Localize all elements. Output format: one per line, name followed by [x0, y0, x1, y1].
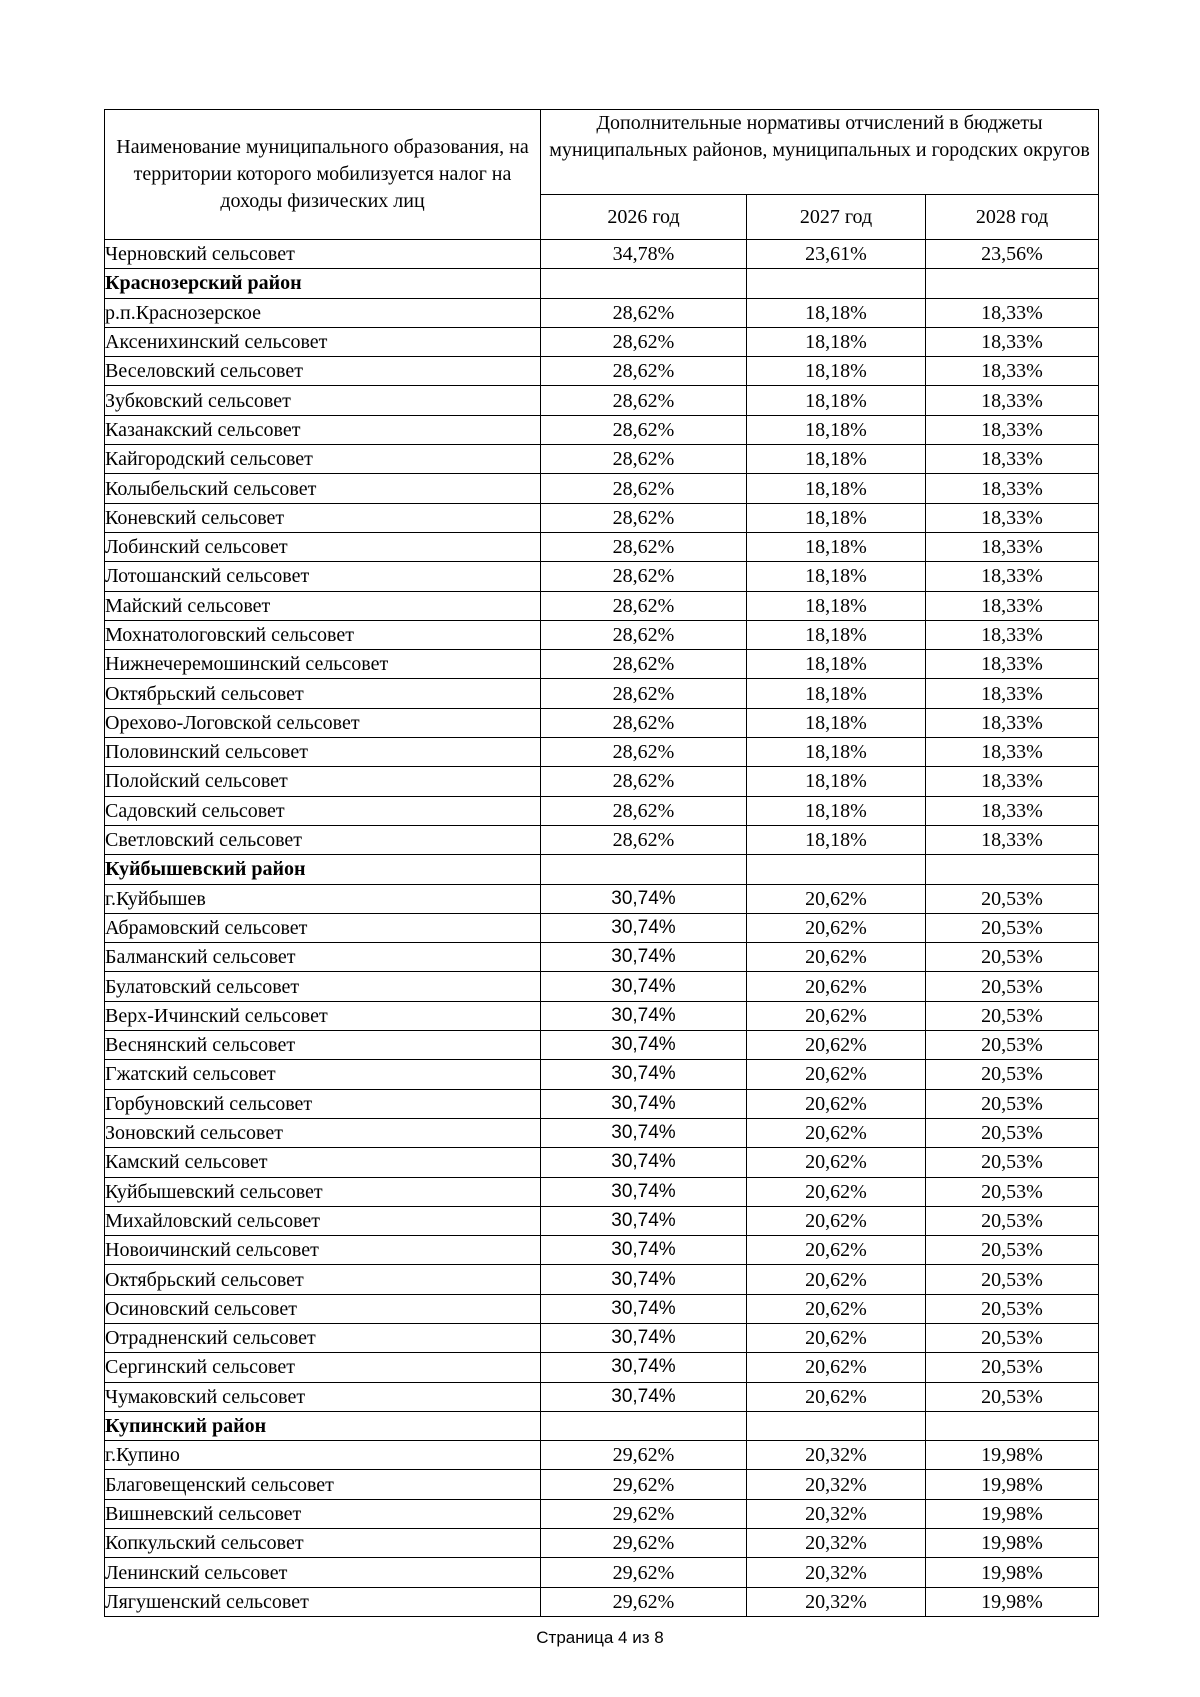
norm-value-2028: 19,98%	[926, 1558, 1099, 1587]
table-row	[105, 767, 1099, 796]
norm-value-2026: 28,62%	[541, 503, 747, 532]
norm-value-2027: 20,62%	[747, 1031, 926, 1060]
norm-value-2026: 28,62%	[541, 445, 747, 474]
norm-value-2028: 18,33%	[926, 708, 1099, 737]
norm-value-2027	[747, 269, 926, 298]
table-row	[105, 620, 1099, 649]
norm-value-2028: 18,33%	[926, 767, 1099, 796]
norm-value-2027: 20,32%	[747, 1441, 926, 1470]
table-row	[105, 825, 1099, 854]
norm-value-2027: 18,18%	[747, 825, 926, 854]
municipality-name: Лобинский сельсовет	[105, 532, 541, 561]
municipality-name: Гжатский сельсовет	[105, 1060, 541, 1089]
table-row	[105, 1587, 1099, 1616]
norm-value-2028: 20,53%	[926, 1206, 1099, 1235]
municipality-name: Ленинский сельсовет	[105, 1558, 541, 1587]
norm-value-2027: 20,62%	[747, 1001, 926, 1030]
norm-value-2028	[926, 269, 1099, 298]
norm-value-2026: 29,62%	[541, 1529, 747, 1558]
norm-value-2026: 30,74%	[541, 1060, 747, 1089]
table-row	[105, 1499, 1099, 1528]
norm-value-2027: 20,62%	[747, 943, 926, 972]
norm-value-2027: 20,62%	[747, 972, 926, 1001]
norm-value-2027: 23,61%	[747, 240, 926, 269]
norm-value-2026: 30,74%	[541, 1177, 747, 1206]
norm-value-2026: 28,62%	[541, 620, 747, 649]
norm-value-2026: 30,74%	[541, 1118, 747, 1147]
municipality-name: Лотошанский сельсовет	[105, 562, 541, 591]
norm-value-2026: 29,62%	[541, 1499, 747, 1528]
municipality-name: Горбуновский сельсовет	[105, 1089, 541, 1118]
norm-value-2028: 19,98%	[926, 1587, 1099, 1616]
page-number: Страница 4 из 8	[536, 1628, 664, 1647]
municipality-name: Октябрьский сельсовет	[105, 1265, 541, 1294]
norm-value-2027: 20,32%	[747, 1529, 926, 1558]
norm-value-2027: 20,62%	[747, 1236, 926, 1265]
norm-value-2026: 28,62%	[541, 357, 747, 386]
table-row	[105, 1529, 1099, 1558]
norm-value-2027: 18,18%	[747, 796, 926, 825]
norm-value-2028: 20,53%	[926, 1177, 1099, 1206]
norm-value-2026: 28,62%	[541, 415, 747, 444]
norm-value-2026: 28,62%	[541, 474, 747, 503]
municipality-name: Аксенихинский сельсовет	[105, 327, 541, 356]
norm-value-2027: 20,32%	[747, 1558, 926, 1587]
norm-value-2027: 18,18%	[747, 386, 926, 415]
district-name: Куйбышевский район	[105, 855, 541, 884]
norm-value-2028: 23,56%	[926, 240, 1099, 269]
municipality-name: Куйбышевский сельсовет	[105, 1177, 541, 1206]
norm-value-2026: 28,62%	[541, 562, 747, 591]
municipality-name: Новоичинский сельсовет	[105, 1236, 541, 1265]
district-name: Краснозерский район	[105, 269, 541, 298]
norm-value-2027: 20,62%	[747, 1353, 926, 1382]
norm-value-2027: 20,62%	[747, 884, 926, 913]
norm-value-2026	[541, 1411, 747, 1440]
norm-value-2027: 20,62%	[747, 1148, 926, 1177]
district-header-row	[105, 1411, 1099, 1440]
table-row	[105, 532, 1099, 561]
norm-value-2028: 20,53%	[926, 1060, 1099, 1089]
table-row	[105, 474, 1099, 503]
norm-value-2026: 28,62%	[541, 708, 747, 737]
norm-value-2027: 20,62%	[747, 1206, 926, 1235]
municipality-name: Камский сельсовет	[105, 1148, 541, 1177]
norm-value-2028: 20,53%	[926, 1001, 1099, 1030]
municipality-name: Садовский сельсовет	[105, 796, 541, 825]
norm-value-2028: 20,53%	[926, 1323, 1099, 1352]
table-row	[105, 972, 1099, 1001]
table-row	[105, 357, 1099, 386]
municipality-name: Зубковский сельсовет	[105, 386, 541, 415]
norm-value-2026: 30,74%	[541, 972, 747, 1001]
norm-value-2026	[541, 855, 747, 884]
municipality-name: Октябрьский сельсовет	[105, 679, 541, 708]
municipality-name: Орехово-Логовской сельсовет	[105, 708, 541, 737]
norm-value-2027: 18,18%	[747, 503, 926, 532]
table-row	[105, 1382, 1099, 1411]
norm-value-2027	[747, 855, 926, 884]
table-row	[105, 1148, 1099, 1177]
municipality-name: Полойский сельсовет	[105, 767, 541, 796]
norms-group-header: Дополнительные нормативы отчислений в бюджеты муниципальных районов, муниципальных и городских округов	[541, 110, 1099, 195]
norm-value-2028: 18,33%	[926, 327, 1099, 356]
norm-value-2027: 20,62%	[747, 913, 926, 942]
norm-value-2028	[926, 1411, 1099, 1440]
norm-value-2027: 18,18%	[747, 620, 926, 649]
municipality-name: Кайгородский сельсовет	[105, 445, 541, 474]
norm-value-2028: 20,53%	[926, 1353, 1099, 1382]
norm-value-2027: 20,32%	[747, 1587, 926, 1616]
municipality-name: р.п.Краснозерское	[105, 298, 541, 327]
norm-value-2028: 20,53%	[926, 1031, 1099, 1060]
norm-value-2027: 20,32%	[747, 1499, 926, 1528]
table-row	[105, 386, 1099, 415]
table-row	[105, 1001, 1099, 1030]
municipality-name: Майский сельсовет	[105, 591, 541, 620]
table-row	[105, 1470, 1099, 1499]
norm-value-2027: 18,18%	[747, 327, 926, 356]
norm-value-2028: 20,53%	[926, 972, 1099, 1001]
norm-value-2027: 20,62%	[747, 1089, 926, 1118]
norm-value-2028: 18,33%	[926, 298, 1099, 327]
norm-value-2028: 18,33%	[926, 591, 1099, 620]
municipality-name: г.Купино	[105, 1441, 541, 1470]
norm-value-2027: 18,18%	[747, 591, 926, 620]
norm-value-2026: 29,62%	[541, 1470, 747, 1499]
norm-value-2028: 19,98%	[926, 1529, 1099, 1558]
municipality-name: Мохнатологовский сельсовет	[105, 620, 541, 649]
table-row	[105, 1265, 1099, 1294]
table-row	[105, 679, 1099, 708]
norm-value-2026: 28,62%	[541, 796, 747, 825]
year-header-2026: 2026 год	[541, 195, 747, 240]
norm-value-2028: 20,53%	[926, 1089, 1099, 1118]
table-row	[105, 1118, 1099, 1147]
table-row	[105, 298, 1099, 327]
norm-value-2028: 20,53%	[926, 1148, 1099, 1177]
municipality-name: Сергинский сельсовет	[105, 1353, 541, 1382]
municipality-name: Веснянский сельсовет	[105, 1031, 541, 1060]
district-header-row	[105, 269, 1099, 298]
norm-value-2028: 18,33%	[926, 474, 1099, 503]
municipality-name: Вишневский сельсовет	[105, 1499, 541, 1528]
norm-value-2028: 18,33%	[926, 679, 1099, 708]
norm-value-2028: 18,33%	[926, 620, 1099, 649]
municipality-name: Половинский сельсовет	[105, 738, 541, 767]
year-header-2027: 2027 год	[747, 195, 926, 240]
norm-value-2028: 20,53%	[926, 943, 1099, 972]
norm-value-2026: 29,62%	[541, 1441, 747, 1470]
norm-value-2026: 28,62%	[541, 650, 747, 679]
table-row	[105, 1206, 1099, 1235]
norm-value-2027	[747, 1411, 926, 1440]
municipality-name: Колыбельский сельсовет	[105, 474, 541, 503]
norm-value-2027: 18,18%	[747, 415, 926, 444]
norm-value-2026: 30,74%	[541, 943, 747, 972]
norm-value-2028: 20,53%	[926, 913, 1099, 942]
norm-value-2026	[541, 269, 747, 298]
municipality-name: Абрамовский сельсовет	[105, 913, 541, 942]
table-row	[105, 591, 1099, 620]
table-row	[105, 1089, 1099, 1118]
table-row	[105, 738, 1099, 767]
municipality-column-header: Наименование муниципального образования, на территории которого мобилизуется налог на доходы физических лиц	[105, 110, 541, 240]
table-row	[105, 415, 1099, 444]
municipality-name: Благовещенский сельсовет	[105, 1470, 541, 1499]
norm-value-2028: 20,53%	[926, 1265, 1099, 1294]
municipality-name: Осиновский сельсовет	[105, 1294, 541, 1323]
table-row	[105, 1441, 1099, 1470]
municipality-name: Веселовский сельсовет	[105, 357, 541, 386]
municipality-name: Михайловский сельсовет	[105, 1206, 541, 1235]
norm-value-2027: 18,18%	[747, 708, 926, 737]
norm-value-2027: 18,18%	[747, 298, 926, 327]
municipality-name: Булатовский сельсовет	[105, 972, 541, 1001]
norm-value-2026: 30,74%	[541, 884, 747, 913]
table-row	[105, 1177, 1099, 1206]
norm-value-2026: 28,62%	[541, 298, 747, 327]
norm-value-2026: 28,62%	[541, 825, 747, 854]
norm-value-2027: 18,18%	[747, 474, 926, 503]
norm-value-2026: 30,74%	[541, 1089, 747, 1118]
table-row	[105, 650, 1099, 679]
norm-value-2028: 18,33%	[926, 503, 1099, 532]
municipality-name: Чумаковский сельсовет	[105, 1382, 541, 1411]
norm-value-2027: 20,62%	[747, 1177, 926, 1206]
norm-value-2026: 30,74%	[541, 1236, 747, 1265]
table-row	[105, 503, 1099, 532]
norm-value-2028: 18,33%	[926, 445, 1099, 474]
table-row	[105, 884, 1099, 913]
year-header-2028: 2028 год	[926, 195, 1099, 240]
norm-value-2028: 18,33%	[926, 386, 1099, 415]
norm-value-2026: 29,62%	[541, 1587, 747, 1616]
municipality-name: Лягушенский сельсовет	[105, 1587, 541, 1616]
norm-value-2027: 18,18%	[747, 650, 926, 679]
municipality-name: Верх-Ичинский сельсовет	[105, 1001, 541, 1030]
norm-value-2026: 30,74%	[541, 1001, 747, 1030]
norm-value-2028: 19,98%	[926, 1470, 1099, 1499]
table-row	[105, 1323, 1099, 1352]
norm-value-2026: 28,62%	[541, 532, 747, 561]
norm-value-2027: 20,62%	[747, 1382, 926, 1411]
municipality-name: Казанакский сельсовет	[105, 415, 541, 444]
norm-value-2028: 18,33%	[926, 738, 1099, 767]
norm-value-2026: 30,74%	[541, 1031, 747, 1060]
norm-value-2026: 28,62%	[541, 679, 747, 708]
norm-value-2026: 30,74%	[541, 1353, 747, 1382]
municipality-name: Нижнечеремошинский сельсовет	[105, 650, 541, 679]
norm-value-2028: 19,98%	[926, 1441, 1099, 1470]
norm-value-2026: 28,62%	[541, 386, 747, 415]
table-row	[105, 913, 1099, 942]
norm-value-2028	[926, 855, 1099, 884]
norm-value-2028: 20,53%	[926, 1382, 1099, 1411]
municipality-name: Копкульский сельсовет	[105, 1529, 541, 1558]
table-row	[105, 240, 1099, 269]
norm-value-2026: 30,74%	[541, 1265, 747, 1294]
norm-value-2027: 20,62%	[747, 1294, 926, 1323]
norm-value-2027: 20,62%	[747, 1265, 926, 1294]
norm-value-2026: 30,74%	[541, 1323, 747, 1352]
municipality-name: Черновский сельсовет	[105, 240, 541, 269]
table-row	[105, 796, 1099, 825]
table-row	[105, 1236, 1099, 1265]
norm-value-2027: 20,32%	[747, 1470, 926, 1499]
norm-value-2026: 34,78%	[541, 240, 747, 269]
table-row	[105, 1060, 1099, 1089]
norm-value-2026: 28,62%	[541, 767, 747, 796]
district-name: Купинский район	[105, 1411, 541, 1440]
norm-value-2027: 18,18%	[747, 357, 926, 386]
norm-value-2027: 18,18%	[747, 445, 926, 474]
norm-value-2028: 20,53%	[926, 1118, 1099, 1147]
table-row	[105, 1031, 1099, 1060]
district-header-row	[105, 855, 1099, 884]
norm-value-2028: 20,53%	[926, 1236, 1099, 1265]
norm-value-2028: 18,33%	[926, 562, 1099, 591]
municipality-name: Светловский сельсовет	[105, 825, 541, 854]
norm-value-2027: 18,18%	[747, 562, 926, 591]
norm-value-2027: 18,18%	[747, 532, 926, 561]
table-row	[105, 1558, 1099, 1587]
table-row	[105, 562, 1099, 591]
norm-value-2028: 18,33%	[926, 796, 1099, 825]
norm-value-2027: 20,62%	[747, 1060, 926, 1089]
norm-value-2028: 18,33%	[926, 650, 1099, 679]
table-header	[105, 110, 1099, 240]
norm-value-2027: 18,18%	[747, 679, 926, 708]
table-row	[105, 1353, 1099, 1382]
norm-value-2028: 18,33%	[926, 415, 1099, 444]
norm-value-2027: 18,18%	[747, 767, 926, 796]
table-body	[105, 240, 1099, 1617]
norm-value-2028: 20,53%	[926, 1294, 1099, 1323]
norm-value-2028: 18,33%	[926, 532, 1099, 561]
norm-value-2027: 20,62%	[747, 1118, 926, 1147]
tax-norms-table	[104, 109, 1099, 1617]
norm-value-2028: 18,33%	[926, 825, 1099, 854]
norm-value-2028: 19,98%	[926, 1499, 1099, 1528]
norm-value-2026: 29,62%	[541, 1558, 747, 1587]
norm-value-2026: 28,62%	[541, 738, 747, 767]
table-row	[105, 327, 1099, 356]
norm-value-2026: 30,74%	[541, 1206, 747, 1235]
municipality-name: г.Куйбышев	[105, 884, 541, 913]
table-row	[105, 445, 1099, 474]
norm-value-2028: 20,53%	[926, 884, 1099, 913]
municipality-name: Балманский сельсовет	[105, 943, 541, 972]
norm-value-2028: 18,33%	[926, 357, 1099, 386]
norm-value-2027: 20,62%	[747, 1323, 926, 1352]
norm-value-2026: 30,74%	[541, 1382, 747, 1411]
municipality-name: Коневский сельсовет	[105, 503, 541, 532]
norm-value-2026: 30,74%	[541, 1294, 747, 1323]
norm-value-2026: 30,74%	[541, 913, 747, 942]
municipality-name: Зоновский сельсовет	[105, 1118, 541, 1147]
municipality-name: Отрадненский сельсовет	[105, 1323, 541, 1352]
table-row	[105, 708, 1099, 737]
norm-value-2026: 30,74%	[541, 1148, 747, 1177]
table-row	[105, 1294, 1099, 1323]
norm-value-2026: 28,62%	[541, 327, 747, 356]
norm-value-2027: 18,18%	[747, 738, 926, 767]
table-row	[105, 943, 1099, 972]
norm-value-2026: 28,62%	[541, 591, 747, 620]
